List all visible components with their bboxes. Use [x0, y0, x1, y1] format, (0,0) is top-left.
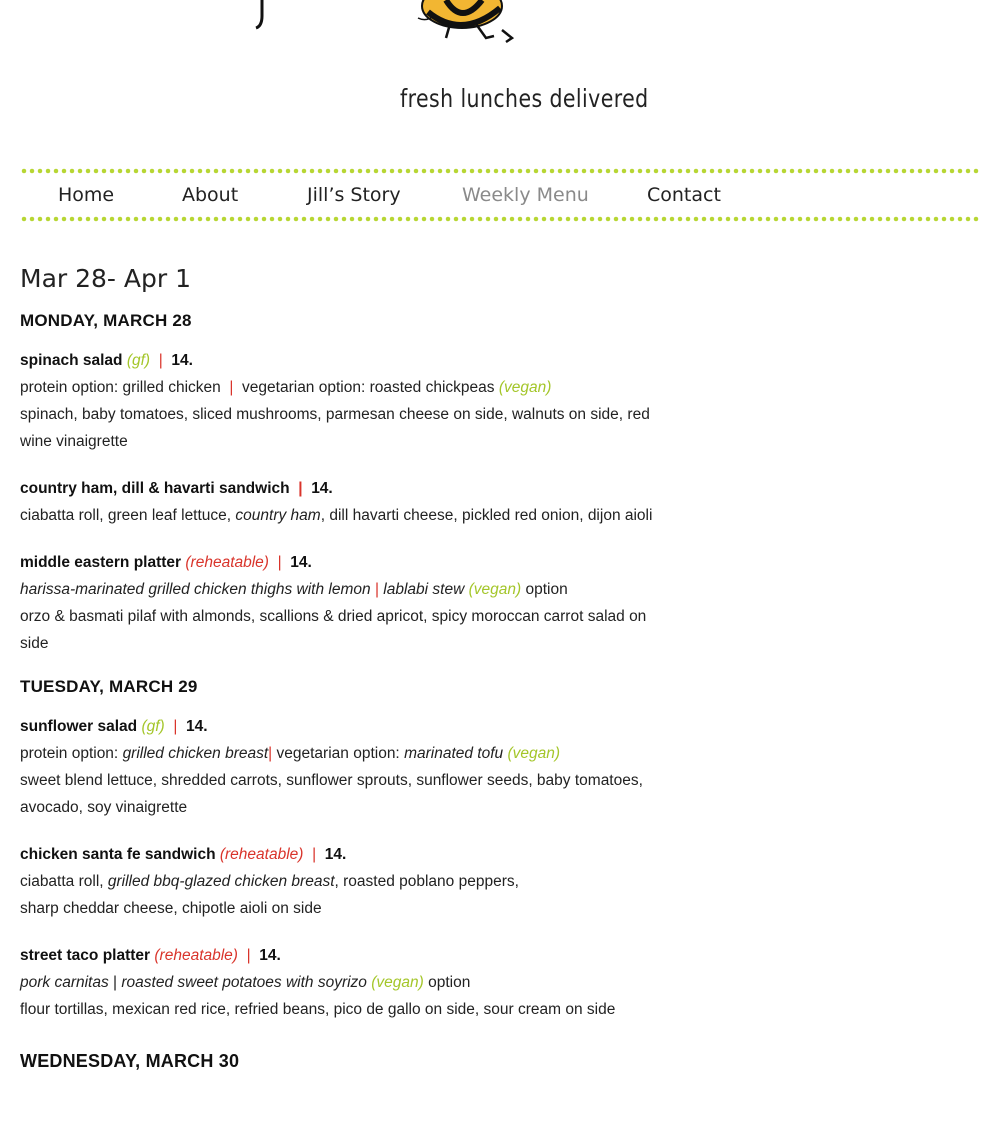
item-name: sunflower salad: [20, 718, 138, 735]
site-header: [0, 0, 985, 160]
nav-divider-top: [20, 168, 980, 174]
description-part: ciabatta roll, green leaf lettuce,: [20, 507, 232, 524]
vegan-tag: (vegan): [468, 581, 522, 598]
item-options: [20, 740, 665, 767]
day-heading-monday: MONDAY, MARCH 28: [20, 311, 192, 330]
separator: |: [298, 480, 303, 497]
vegan-tag: (vegan): [498, 379, 552, 396]
menu-content: [20, 264, 665, 1088]
nav-home[interactable]: Home: [58, 184, 115, 206]
main-nav: [20, 166, 980, 224]
separator: |: [277, 554, 282, 571]
separator: |: [229, 379, 234, 396]
separator: |: [113, 974, 118, 991]
item-title: [20, 841, 665, 868]
item-name: chicken santa fe sandwich: [20, 846, 216, 863]
vegetarian-label: vegetarian option:: [276, 745, 400, 762]
bee-logo-icon[interactable]: [250, 0, 540, 48]
nav-about[interactable]: About: [182, 184, 239, 206]
menu-item-spinach-salad: [20, 347, 665, 455]
item-description-2: sharp cheddar cheese, chipotle aioli on side: [20, 900, 322, 917]
menu-item-street-taco-platter: [20, 942, 665, 1023]
description-part: , roasted poblano peppers,: [334, 873, 519, 890]
description-part: , dill havarti cheese, pickled red onion, dijon aioli: [320, 507, 653, 524]
item-options: [20, 969, 665, 996]
item-options: [20, 374, 665, 401]
gf-tag: (gf): [126, 352, 151, 369]
description-highlight: grilled bbq-glazed chicken breast: [107, 873, 335, 890]
day-heading-tuesday: TUESDAY, MARCH 29: [20, 677, 198, 696]
reheatable-tag: (reheatable): [219, 846, 304, 863]
main-option: harissa-marinated grilled chicken thighs with lemon: [20, 581, 371, 598]
item-price: 14.: [324, 846, 347, 863]
vegetarian-option: marinated tofu: [404, 745, 504, 762]
nav-weekly-menu[interactable]: Weekly Menu: [462, 184, 589, 206]
protein-option: grilled chicken breast: [122, 745, 269, 762]
menu-item-sunflower-salad: [20, 713, 665, 821]
separator: |: [268, 745, 273, 762]
separator: |: [312, 846, 317, 863]
tagline: fresh lunches delivered: [400, 84, 649, 113]
vegan-tag: (vegan): [371, 974, 424, 991]
protein-option: protein option: grilled chicken: [20, 379, 221, 396]
item-price: 14.: [171, 352, 193, 369]
menu-item-middle-eastern-platter: [20, 549, 665, 657]
vegan-tag: (vegan): [507, 745, 561, 762]
reheatable-tag: (reheatable): [185, 554, 269, 571]
separator: |: [173, 718, 178, 735]
item-name: street taco platter: [20, 947, 151, 964]
menu-item-country-ham-sandwich: [20, 475, 665, 529]
vegan-option: roasted sweet potatoes with soyrizo: [121, 974, 367, 991]
item-price: 14.: [311, 480, 333, 497]
nav-contact[interactable]: Contact: [647, 184, 721, 206]
item-name: spinach salad: [20, 352, 123, 369]
nav-divider-bottom: [20, 216, 980, 222]
protein-label: protein option:: [20, 745, 119, 762]
item-name: country ham, dill & havarti sandwich: [20, 480, 290, 497]
main-option: pork carnitas: [20, 974, 109, 991]
vegan-option: lablabi stew: [383, 581, 465, 598]
description-part: ciabatta roll,: [20, 873, 104, 890]
item-price: 14.: [186, 718, 208, 735]
item-title: [20, 347, 665, 374]
item-description: [20, 502, 665, 529]
vegetarian-option: vegetarian option: roasted chickpeas: [242, 379, 495, 396]
separator: |: [246, 947, 251, 964]
nav-jills-story[interactable]: Jill’s Story: [307, 184, 401, 206]
menu-item-chicken-santa-fe-sandwich: [20, 841, 665, 922]
item-price: 14.: [259, 947, 281, 964]
item-name: middle eastern platter: [20, 554, 182, 571]
separator: |: [158, 352, 163, 369]
item-title: [20, 942, 665, 969]
item-description: flour tortillas, mexican red rice, refried beans, pico de gallo on side, sour cream on side: [20, 1001, 616, 1018]
gf-tag: (gf): [141, 718, 165, 735]
item-description: [20, 868, 665, 895]
item-description: orzo & basmati pilaf with almonds, scallions & dried apricot, spicy moroccan carrot salad on side: [20, 608, 647, 652]
item-description: sweet blend lettuce, shredded carrots, sunflower sprouts, sunflower seeds, baby tomatoes, avocado, soy vinaigrette: [20, 772, 643, 816]
option-word: option: [428, 974, 471, 991]
day-heading-wednesday: WEDNESDAY, MARCH 30: [20, 1051, 240, 1071]
item-options: [20, 576, 665, 603]
week-title: Mar 28- Apr 1: [20, 264, 191, 293]
description-highlight: country ham: [235, 507, 321, 524]
reheatable-tag: (reheatable): [154, 947, 238, 964]
option-word: option: [525, 581, 568, 598]
item-title: [20, 713, 665, 740]
item-price: 14.: [290, 554, 312, 571]
item-title: [20, 475, 665, 502]
item-title: [20, 549, 665, 576]
separator: |: [374, 581, 379, 598]
item-description: spinach, baby tomatoes, sliced mushrooms, parmesan cheese on side, walnuts on side, red wine vinaigrette: [20, 406, 650, 450]
